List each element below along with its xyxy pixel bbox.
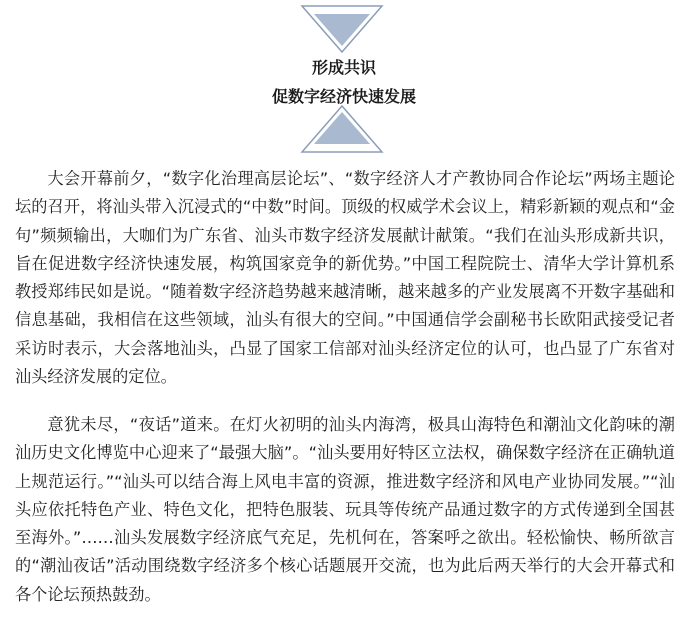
body-paragraph-2: 意犹未尽，“夜话”道来。在灯火初明的汕头内海湾，极具山海特色和潮汕文化韵味的潮汕历史文化博览中心迎来了“最强大脑”。“汕头要用好特区立法权，确保数字经济在正确轨道上规范运行。”“汕头可以结合海上风电丰富的资源，推进数字经济和风电产业协同发展。”“汕头应依托特色产业、特色文化，把特色服装、玩具等传统产品通过数字的方式传递到全国甚至海外。”……汕头发展数字经济底气充足，先机何在，答案呼之欲出。轻松愉快、畅所欲言的“潮汕夜话”活动围绕数字经济多个核心话题展开交流，也为此后两天举行的大会开幕式和各个论坛预热鼓劲。 (15, 415, 675, 604)
body-paragraph-1: 大会开幕前夕，“数字化治理高层论坛”、“数字经济人才产教协同合作论坛”两场主题论坛的召开，将汕头带入沉浸式的“中数”时间。顶级的权威学术会议上，精彩新颖的观点和“金句”频频输出，大咖们为广东省、汕头市数字经济发展献计献策。“我们在汕头形成新共识，旨在促进数字经济快速发展，构筑国家竞争的新优势。”中国工程院院士、清华大学计算机系教授郑纬民如是说。“随着数字经济趋势越来越清晰，越来越多的产业发展离不开数字基础和信息基础，我相信在这些领域，汕头有很大的空间。”中国通信学会副秘书长欧阳武接受记者采访时表示，大会落地汕头，凸显了国家工信部对汕头经济定位的认可，也凸显了广东省对汕头经济发展的定位。 (15, 169, 675, 387)
diamond-ornament-top (300, 4, 384, 54)
heading-subtitle: 促数字经济快速发展 (271, 87, 416, 106)
diamond-ornament-bottom (300, 104, 384, 154)
heading-title: 形成共识 (311, 58, 376, 77)
section-heading (0, 0, 688, 160)
